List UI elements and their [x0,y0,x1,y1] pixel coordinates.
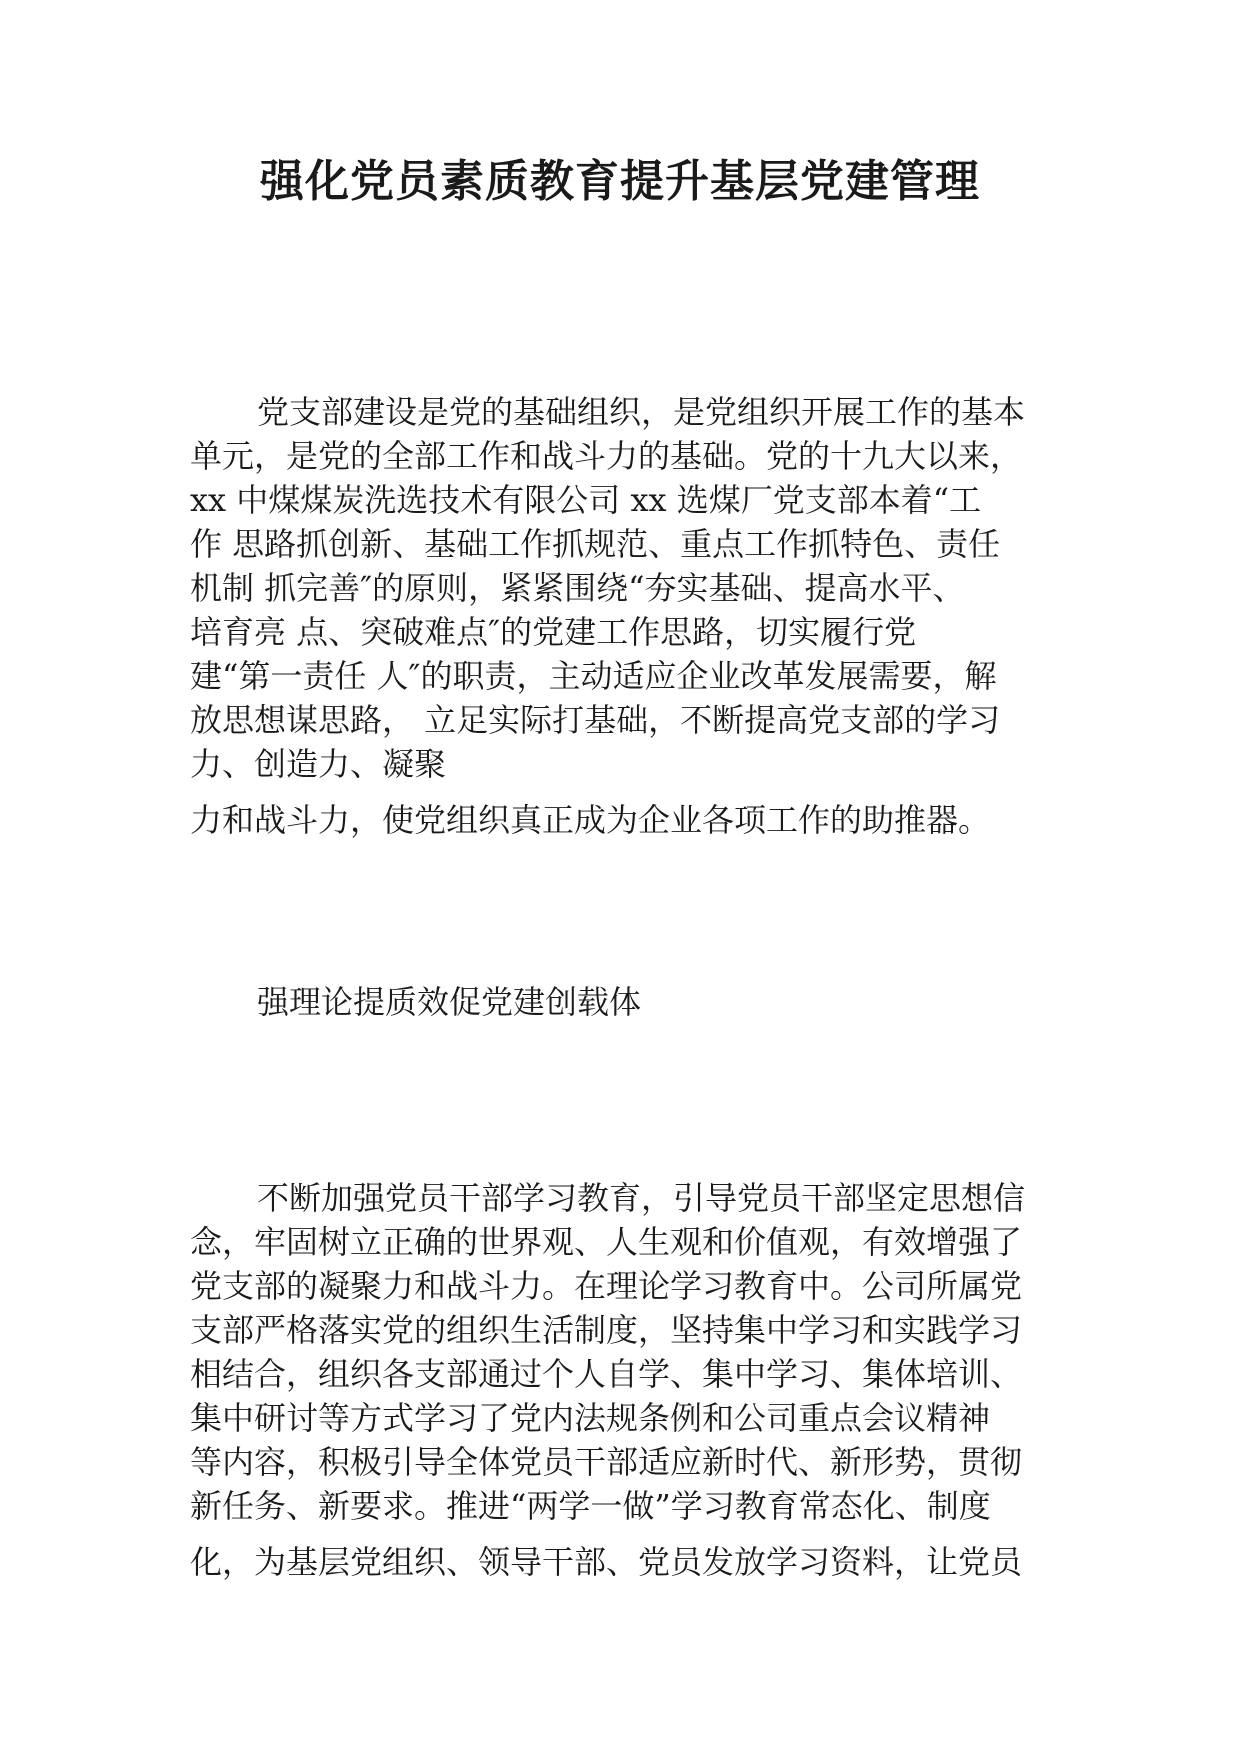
document-title: 强化党员素质教育提升基层党建管理 [260,156,980,207]
paragraph1-line: 机制 抓完善″的原则，紧紧围绕“夯实基础、提高水平、 [190,569,965,607]
paragraph1-line: 党支部建设是党的基础组织，是党组织开展工作的基本 [257,393,1026,431]
paragraph2-line: 不断加强党员干部学习教育，引导党员干部坚定思想信 [257,1179,1026,1217]
paragraph2-line: 化，为基层党组织、领导干部、党员发放学习资料，让党员 [190,1543,1023,1581]
paragraph2-line: 支部严格落实党的组织生活制度，坚持集中学习和实践学习 [190,1311,1023,1349]
paragraph2-line: 相结合，组织各支部通过个人自学、集中学习、集体培训、 [190,1355,1023,1393]
paragraph2-line: 集中研讨等方式学习了党内法规条例和公司重点会议精神 [190,1399,991,1437]
paragraph1-line: 放思想谋思路， 立足实际打基础，不断提高党支部的学习 [190,701,1001,739]
paragraph2-line: 念，牢固树立正确的世界观、人生观和价值观，有效增强了 [190,1223,1023,1261]
paragraph1-line: xx 中煤煤炭洗选技术有限公司 xx 选煤厂党支部本着“工 [190,481,982,519]
paragraph1-line: 培育亮 点、突破难点″的党建工作思路，切实履行党 [190,613,917,651]
paragraph1-line: 力和战斗力，使党组织真正成为企业各项工作的助推器。 [190,801,991,839]
section-heading: 强理论提质效促党建创载体 [257,983,642,1021]
paragraph2-line: 党支部的凝聚力和战斗力。在理论学习教育中。公司所属党 [190,1267,1023,1305]
paragraph1-line: 力、创造力、凝聚 [190,745,447,783]
paragraph1-line: 作 思路抓创新、基础工作抓规范、重点工作抓特色、责任 [190,525,1001,563]
paragraph2-line: 等内容，积极引导全体党员干部适应新时代、新形势，贯彻 [190,1443,1023,1481]
paragraph2-line: 新任务、新要求。推进“两学一做”学习教育常态化、制度 [190,1487,991,1525]
paragraph1-line: 建“第一责任 人″的职责，主动适应企业改革发展需要，解 [190,657,997,695]
paragraph1-line: 单元，是党的全部工作和战斗力的基础。党的十九大以来， [190,437,1023,475]
